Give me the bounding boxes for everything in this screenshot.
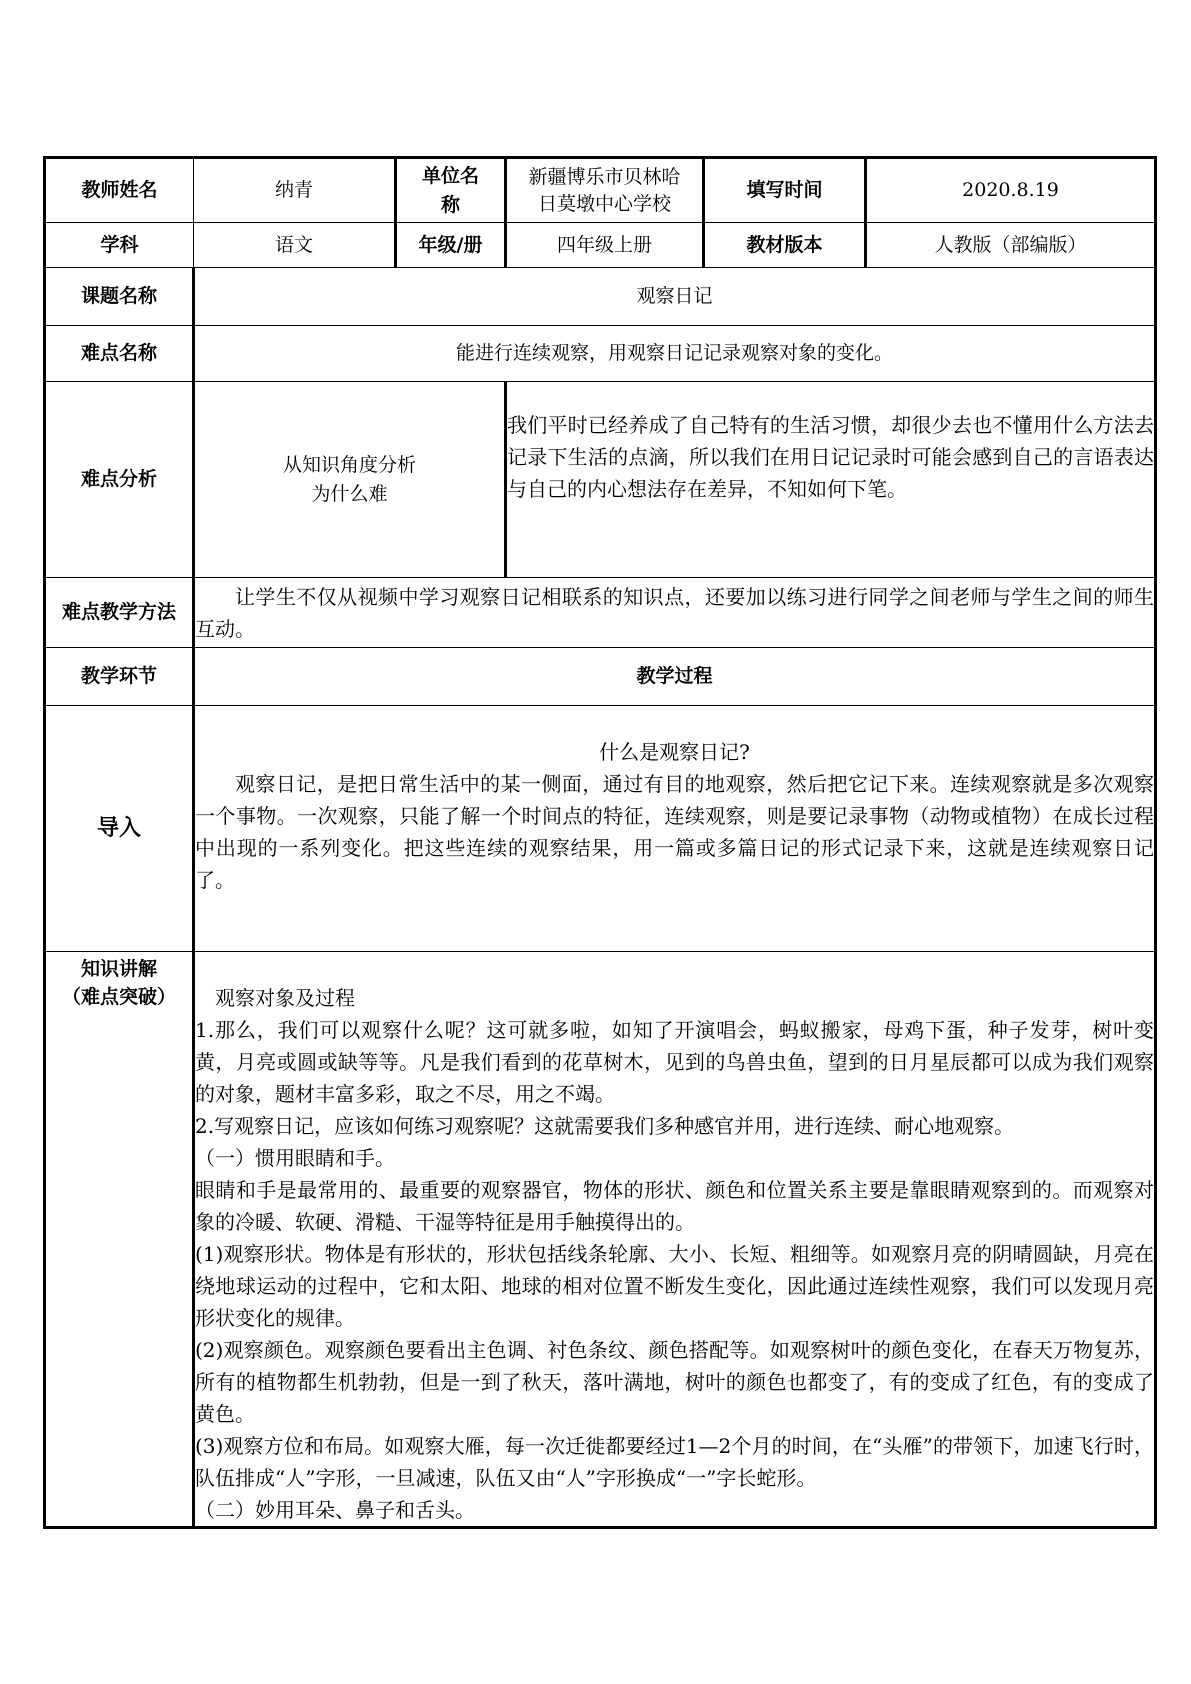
unit-name-value-line1: 新疆博乐市贝林哈: [528, 165, 681, 188]
row-process-header: [45, 648, 1156, 706]
row-analysis: [45, 382, 1156, 578]
row-difficulty: [45, 326, 1156, 382]
fill-date-value: 2020.8.19: [866, 158, 1156, 223]
unit-name-value: [506, 158, 704, 223]
knowledge-label: [45, 952, 194, 1528]
difficulty-value: 能进行连续观察，用观察日记记录观察对象的变化。: [194, 326, 1156, 382]
knowledge-content: [194, 952, 1156, 1528]
unit-name-label-line1: 单位名: [421, 165, 479, 187]
knowledge-line-1: 1.那么，我们可以观察什么呢？这可就多啦，如知了开演唱会，蚂蚁搬家，母鸡下蛋，种子发芽，树叶变黄，月亮或圆或缺等等。凡是我们看到的花草树木，见到的鸟兽虫鱼，望到的日月星辰都可以成为我们观察的对象，题材丰富多彩，取之不尽，用之不竭。: [195, 1018, 1154, 1106]
subject-label: 学科: [45, 223, 194, 268]
method-text: 让学生不仅从视频中学习观察日记相联系的知识点，还要加以练习进行同学之间老师与学生之间的师生互动。: [194, 578, 1156, 648]
grade-label: 年级/册: [396, 223, 506, 268]
knowledge-line-8: （二）妙用耳朵、鼻子和舌头。: [195, 1498, 475, 1522]
process-stage-label: 教学环节: [45, 648, 194, 706]
knowledge-line-2: 2.写观察日记，应该如何练习观察呢？这就需要我们多种感官并用，进行连续、耐心地观察。: [195, 1114, 1015, 1138]
row-topic: [45, 268, 1156, 326]
unit-name-label: [396, 158, 506, 223]
knowledge-label-line2: （难点突破）: [61, 985, 176, 1008]
knowledge-label-line1: 知识讲解: [80, 958, 157, 980]
knowledge-line-6: (2)观察颜色。观察颜色要看出主色调、衬色条纹、颜色搭配等。如观察树叶的颜色变化，在春天万物复苏，所有的植物都生机勃勃，但是一到了秋天，落叶满地，树叶的颜色也都变了，有的变成了红色，有的变成了黄色。: [195, 1338, 1154, 1426]
knowledge-line-5: (1)观察形状。物体是有形状的，形状包括线条轮廓、大小、长短、粗细等。如观察月亮的阴晴圆缺，月亮在绕地球运动的过程中，它和太阳、地球的相对位置不断发生变化，因此通过连续性观察，我们可以发现月亮形状变化的规律。: [195, 1242, 1154, 1330]
knowledge-line-0: 观察对象及过程: [215, 986, 355, 1010]
knowledge-line-7: (3)观察方位和布局。如观察大雁，每一次迁徙都要经过1—2个月的时间，在“头雁”的带领下，加速飞行时，队伍排成“人”字形，一旦减速，队伍又由“人”字形换成“一”字长蛇形。: [195, 1434, 1154, 1490]
teacher-name-value: 纳青: [194, 158, 396, 223]
intro-content: [194, 706, 1156, 952]
lesson-plan-table: [43, 156, 1157, 1529]
teacher-name-label: 教师姓名: [45, 158, 194, 223]
lesson-plan-sheet: [43, 156, 1154, 1529]
intro-text: 观察日记，是把日常生活中的某一侧面，通过有目的地观察，然后把它记下来。连续观察就是多次观察一个事物。一次观察，只能了解一个时间点的特征，连续观察，则是要记录事物（动物或植物）在成长过程中出现的一系列变化。把这些连续的观察结果，用一篇或多篇日记的形式记录下来，这就是连续观察日记了。: [195, 771, 1154, 892]
topic-value: 观察日记: [194, 268, 1156, 326]
knowledge-line-3: （一）惯用眼睛和手。: [195, 1146, 395, 1170]
analysis-sub-label: [194, 382, 506, 578]
topic-label: 课题名称: [45, 268, 194, 326]
analysis-sub-label-line1: 从知识角度分析: [282, 454, 416, 476]
difficulty-label: 难点名称: [45, 326, 194, 382]
knowledge-line-4: 眼睛和手是最常用的、最重要的观察器官，物体的形状、颜色和位置关系主要是靠眼睛观察到的。而观察对象的冷暖、软硬、滑糙、干湿等特征是用手触摸得出的。: [195, 1178, 1154, 1234]
unit-name-value-line2: 日莫墩中心学校: [537, 192, 671, 215]
analysis-label: 难点分析: [45, 382, 194, 578]
row-method: [45, 578, 1156, 648]
fill-date-label: 填写时间: [704, 158, 866, 223]
analysis-text: 我们平时已经养成了自己特有的生活习惯，却很少去也不懂用什么方法去记录下生活的点滴，所以我们在用日记记录时可能会感到自己的言语表达与自己的内心想法存在差异，不知如何下笔。: [506, 382, 1156, 578]
method-label: 难点教学方法: [45, 578, 194, 648]
row-knowledge: [45, 952, 1156, 1528]
grade-value: 四年级上册: [506, 223, 704, 268]
row-intro: [45, 706, 1156, 952]
row-subject-info: [45, 223, 1156, 268]
unit-name-label-line2: 称: [440, 193, 460, 216]
process-title: 教学过程: [194, 648, 1156, 706]
intro-title: 什么是观察日记?: [599, 739, 750, 764]
edition-value: 人教版（部编版）: [866, 223, 1156, 268]
edition-label: 教材版本: [704, 223, 866, 268]
analysis-sub-label-line2: 为什么难: [311, 482, 388, 505]
subject-value: 语文: [194, 223, 396, 268]
intro-label: 导入: [45, 706, 194, 952]
row-teacher-info: [45, 158, 1156, 223]
